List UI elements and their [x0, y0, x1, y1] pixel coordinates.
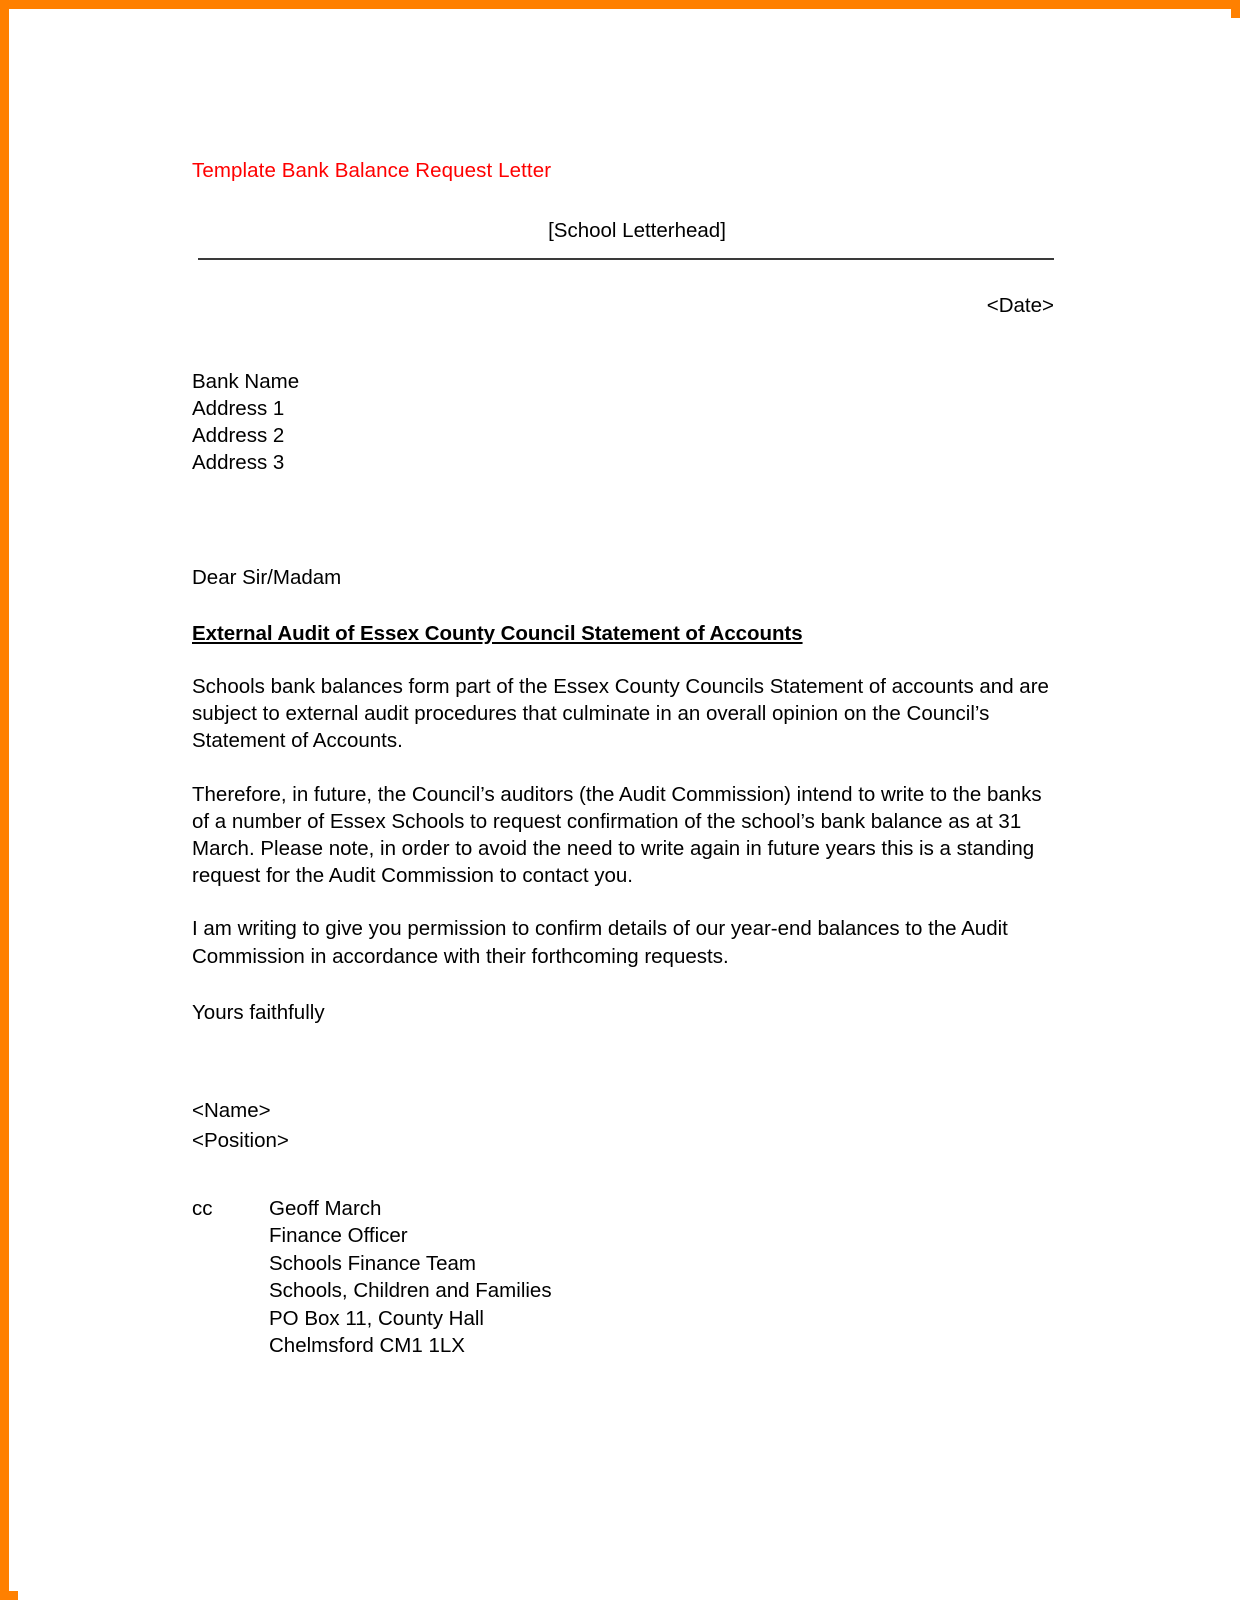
letter-sheet: [22, 22, 1240, 1604]
recipient-address-block: [192, 368, 1062, 476]
cc-line: Schools, Children and Families: [269, 1279, 552, 1303]
salutation: Dear Sir/Madam: [192, 566, 342, 589]
date-placeholder: <Date>: [986, 294, 1054, 317]
school-letterhead-placeholder: [School Letterhead]: [548, 219, 726, 242]
page-inner-margin: [18, 18, 1240, 1600]
signature-block: [192, 1096, 1062, 1156]
body-paragraph: I am writing to give you permission to confirm details of our year-end balances to the Audit Commission in accordance with their forthcoming requests.: [192, 917, 1008, 968]
address-line: Address 1: [192, 397, 285, 420]
cc-label: cc: [192, 1196, 213, 1220]
address-line: Address 2: [192, 424, 285, 447]
address-line: Bank Name: [192, 370, 300, 393]
template-title: Template Bank Balance Request Letter: [192, 159, 552, 182]
cc-recipient-lines: [269, 1195, 552, 1360]
signature-position-placeholder: <Position>: [192, 1128, 289, 1152]
address-line: Address 3: [192, 451, 285, 474]
cc-line: Schools Finance Team: [269, 1251, 477, 1275]
cc-line: Geoff March: [269, 1196, 382, 1220]
closing-salutation: Yours faithfully: [192, 1000, 325, 1024]
subject-heading: External Audit of Essex County Council Statement of Accounts: [192, 622, 803, 645]
letterhead-divider-rule: [198, 258, 1054, 260]
signature-name-placeholder: <Name>: [192, 1098, 271, 1122]
body-paragraph: Schools bank balances form part of the Essex County Councils Statement of accounts and are subject to external audit procedures that culminate in an overall opinion on the Council’s Statement of Accounts.: [192, 675, 1049, 753]
body-paragraph: Therefore, in future, the Council’s auditors (the Audit Commission) intend to write to the banks of a number of Essex Schools to request confirmation of the school’s bank balance as at 31 March. Please note, in order to avoid the need to write again in future years this is a standing request for the Audit Commission to contact you.: [192, 782, 1042, 888]
cc-line: PO Box 11, County Hall: [269, 1306, 484, 1330]
letter-body: [192, 157, 1062, 1360]
cc-line: Finance Officer: [269, 1224, 408, 1248]
cc-block: [192, 1195, 1062, 1360]
cc-line: Chelmsford CM1 1LX: [269, 1334, 465, 1358]
